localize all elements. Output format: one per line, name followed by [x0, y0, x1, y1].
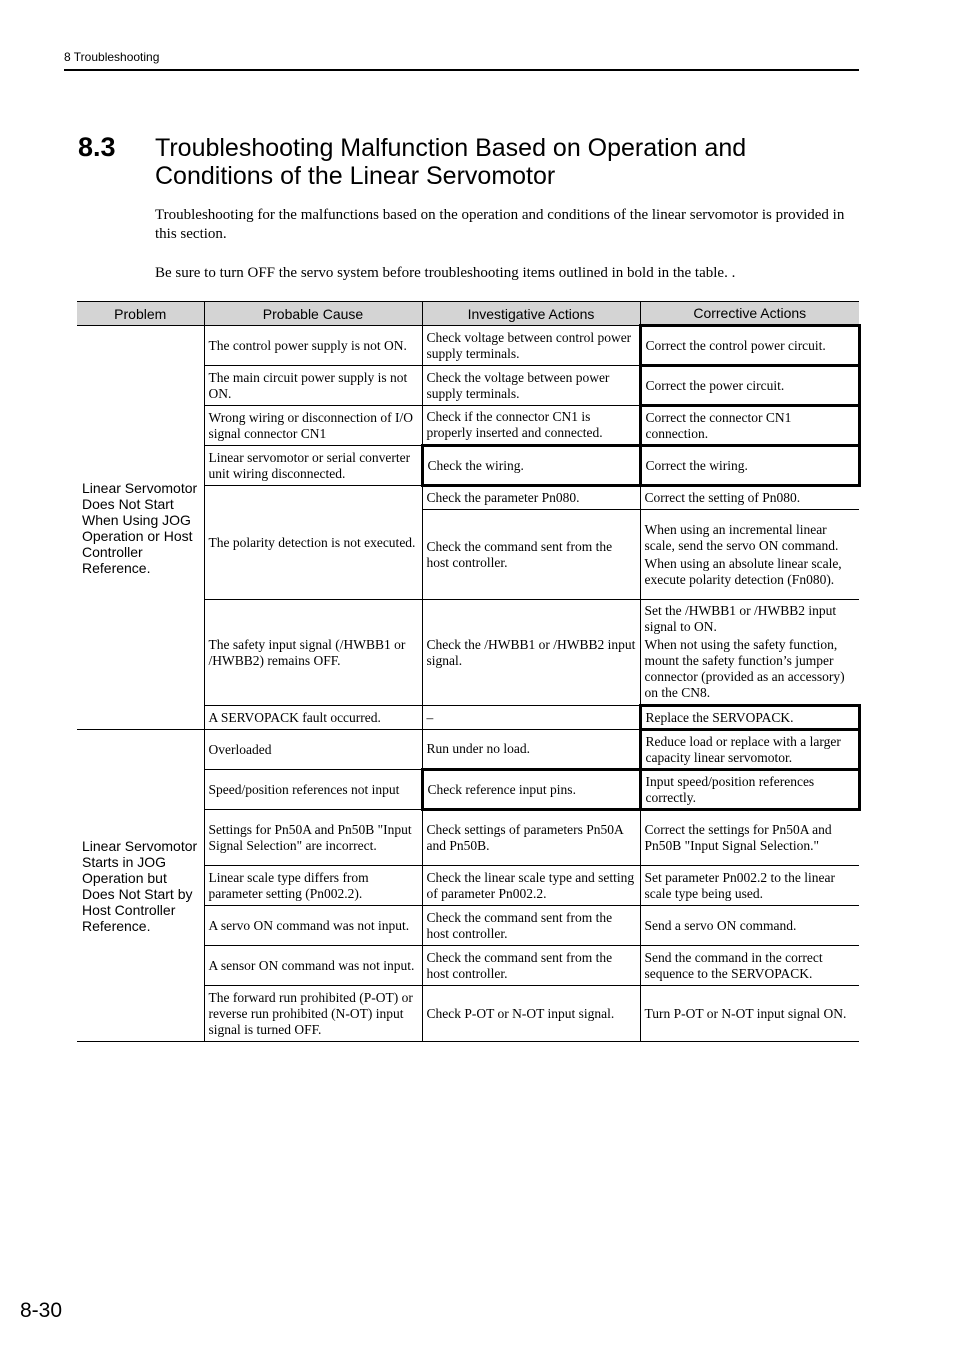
invest-cell: Check reference input pins.	[422, 770, 640, 810]
correct-cell: Input speed/position references correctly.	[640, 770, 859, 810]
troubleshooting-table	[77, 301, 861, 1042]
cause-cell: Overloaded	[204, 730, 422, 770]
cause-cell: The safety input signal (/HWBB1 or /HWBB2) remains OFF.	[204, 600, 422, 706]
cause-cell: Linear servomotor or serial converter unit wiring disconnected.	[204, 446, 422, 486]
cause-cell: The main circuit power supply is not ON.	[204, 366, 422, 406]
invest-cell: Check settings of parameters Pn50A and Pn50B.	[422, 810, 640, 866]
header-probable-cause: Probable Cause	[204, 302, 422, 326]
invest-cell: –	[422, 706, 640, 730]
correct-cell: Set parameter Pn002.2 to the linear scale type being used.	[640, 866, 859, 906]
invest-cell: Run under no load.	[422, 730, 640, 770]
problem-cell: Linear Servomotor Does Not Start When Using JOG Operation or Host Controller Reference.	[77, 326, 204, 730]
correct-cell: Turn P-OT or N-OT input signal ON.	[640, 986, 859, 1042]
safety-note: Be sure to turn OFF the servo system before troubleshooting items outlined in bold in the table. .	[155, 265, 736, 281]
cause-cell: The forward run prohibited (P-OT) or reverse run prohibited (N-OT) input signal is turned OFF.	[204, 986, 422, 1042]
invest-cell: Check the command sent from the host controller.	[422, 510, 640, 600]
correct-cell: Correct the control power circuit.	[640, 326, 859, 366]
table-header-row	[77, 302, 859, 326]
table-row	[77, 730, 859, 770]
cause-cell: Speed/position references not input	[204, 770, 422, 810]
header-corrective-actions: Corrective Actions	[640, 302, 859, 326]
invest-cell: Check the voltage between power supply terminals.	[422, 366, 640, 406]
correct-cell: Replace the SERVOPACK.	[640, 706, 859, 730]
problem-cell: Linear Servomotor Starts in JOG Operation but Does Not Start by Host Controller Reference.	[77, 730, 204, 1042]
cause-cell: Linear scale type differs from parameter setting (Pn002.2).	[204, 866, 422, 906]
correct-cell	[640, 600, 859, 706]
cause-cell: The control power supply is not ON.	[204, 326, 422, 366]
table-row	[77, 326, 859, 366]
correct-line: When using an absolute linear scale, execute polarity detection (Fn080).	[644, 555, 842, 587]
invest-cell: Check the /HWBB1 or /HWBB2 input signal.	[422, 600, 640, 706]
invest-cell: Check P-OT or N-OT input signal.	[422, 986, 640, 1042]
header-problem: Problem	[77, 302, 204, 326]
invest-cell: Check the wiring.	[422, 446, 640, 486]
correct-cell: Correct the setting of Pn080.	[640, 486, 859, 510]
page-number: 8-30	[20, 1299, 63, 1322]
invest-cell: Check the linear scale type and setting of parameter Pn002.2.	[422, 866, 640, 906]
header-rule	[64, 69, 859, 71]
correct-cell	[640, 510, 859, 600]
invest-cell: Check if the connector CN1 is properly inserted and connected.	[422, 406, 640, 446]
cause-cell: A servo ON command was not input.	[204, 906, 422, 946]
intro-paragraph: Troubleshooting for the malfunctions based on the operation and conditions of the linear servomotor is provided in this section.	[155, 207, 845, 242]
cause-cell: A SERVOPACK fault occurred.	[204, 706, 422, 730]
section-number: 8.3	[78, 132, 116, 162]
cause-cell: Settings for Pn50A and Pn50B "Input Signal Selection" are incorrect.	[204, 810, 422, 866]
cause-cell: The polarity detection is not executed.	[204, 486, 422, 600]
running-head: 8 Troubleshooting	[64, 50, 160, 64]
section-title: Troubleshooting Malfunction Based on Operation and Conditions of the Linear Servomotor	[155, 134, 747, 190]
correct-cell: Send a servo ON command.	[640, 906, 859, 946]
invest-cell: Check voltage between control power supply terminals.	[422, 326, 640, 366]
correct-cell: Send the command in the correct sequence to the SERVOPACK.	[640, 946, 859, 986]
cause-cell: Wrong wiring or disconnection of I/O signal connector CN1	[204, 406, 422, 446]
correct-cell: Reduce load or replace with a larger capacity linear servomotor.	[640, 730, 859, 770]
correct-line: When not using the safety function, mount the safety function’s jumper connector (provided as an accessory) on the CN8.	[644, 637, 845, 700]
header-investigative-actions: Investigative Actions	[422, 302, 640, 326]
correct-line: When using an incremental linear scale, send the servo ON command.	[644, 521, 839, 553]
correct-cell: Correct the connector CN1 connection.	[640, 406, 859, 446]
invest-cell: Check the command sent from the host controller.	[422, 946, 640, 986]
invest-cell: Check the parameter Pn080.	[422, 486, 640, 510]
correct-line: Set the /HWBB1 or /HWBB2 input signal to ON.	[644, 603, 837, 634]
correct-cell: Correct the power circuit.	[640, 366, 859, 406]
cause-cell: A sensor ON command was not input.	[204, 946, 422, 986]
correct-cell: Correct the settings for Pn50A and Pn50B "Input Signal Selection."	[640, 810, 859, 866]
correct-cell: Correct the wiring.	[640, 446, 859, 486]
invest-cell: Check the command sent from the host controller.	[422, 906, 640, 946]
